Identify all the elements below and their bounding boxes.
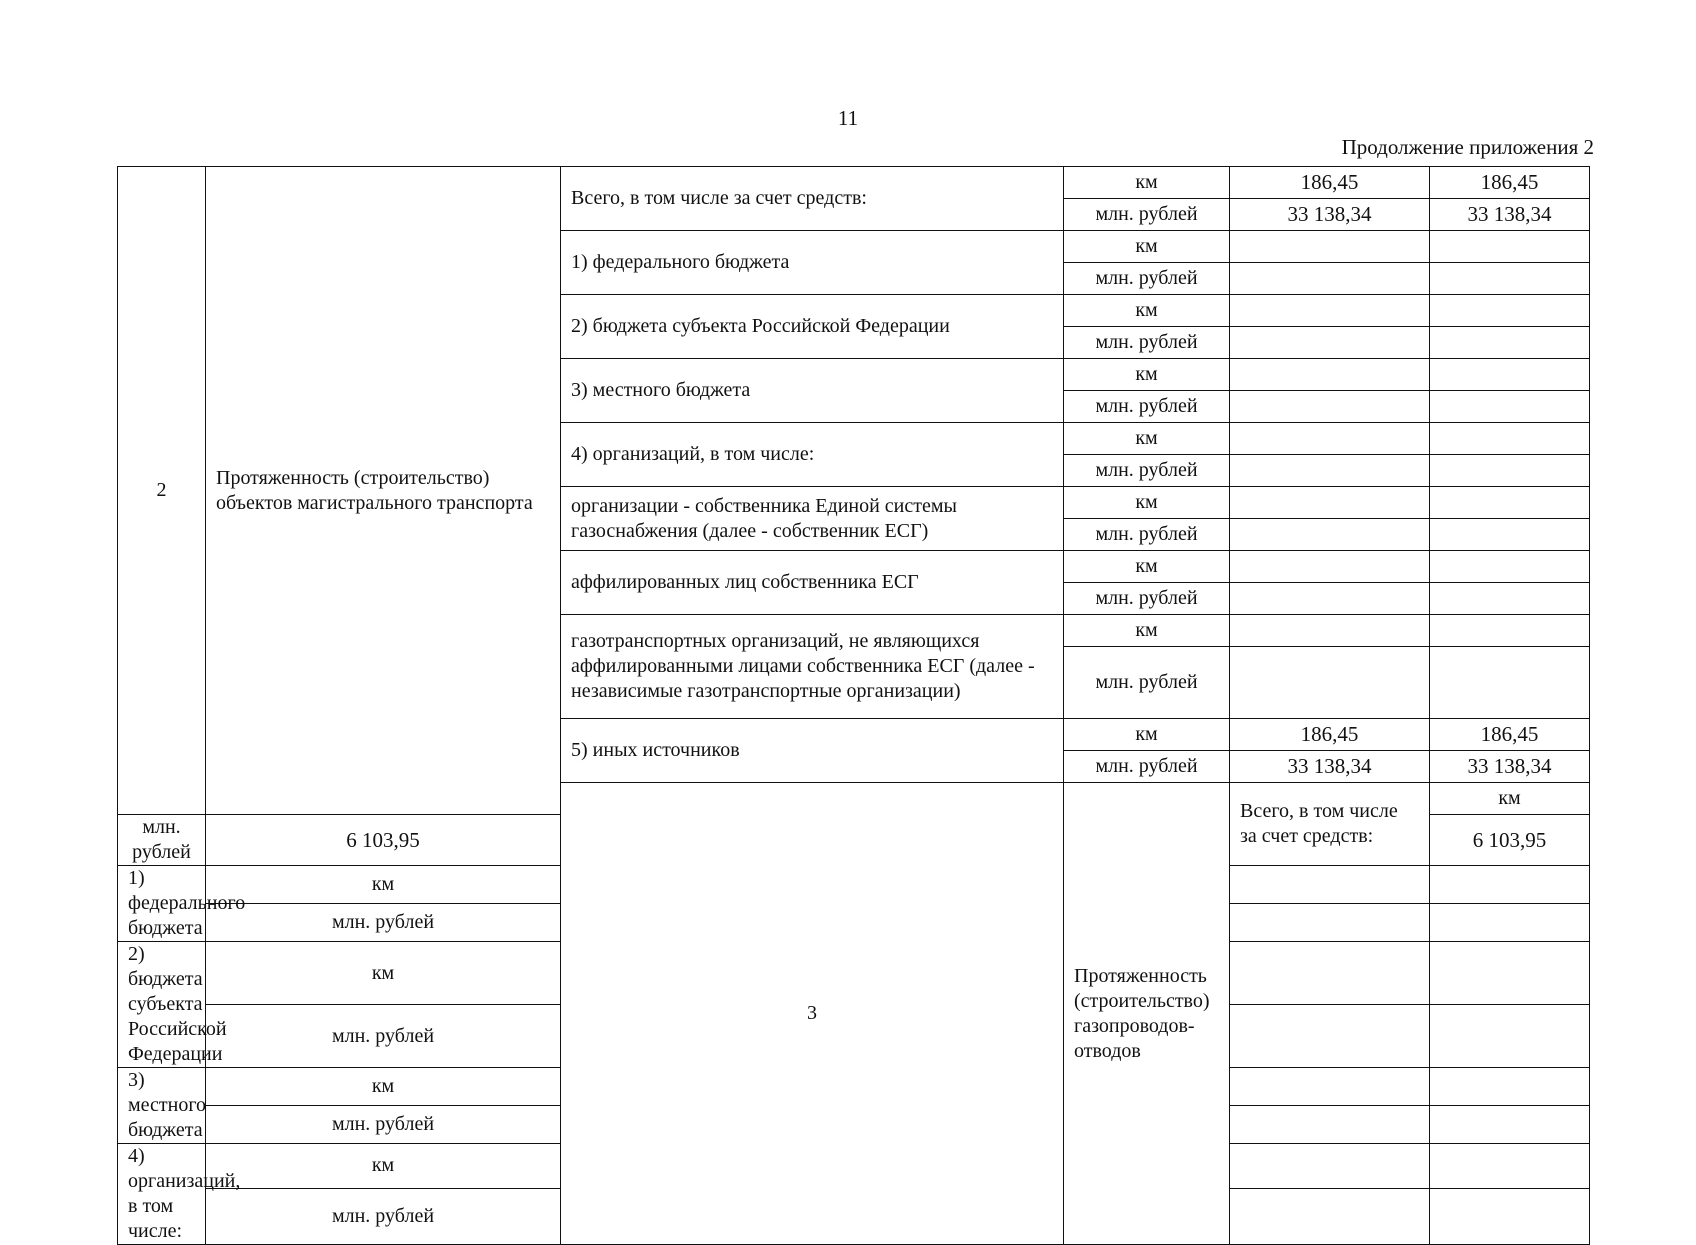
funding-source: 5) иных источников bbox=[561, 719, 1064, 783]
unit-km: км bbox=[1064, 615, 1230, 647]
unit-rub: млн. рублей bbox=[1064, 199, 1230, 231]
value-km-2 bbox=[1430, 231, 1590, 263]
value-rub-1 bbox=[1230, 647, 1430, 719]
value-rub-1 bbox=[1230, 519, 1430, 551]
funding-source: 2) бюджета субъекта Российской Федерации bbox=[561, 295, 1064, 359]
indicator-name: Протяженность (строительство) объектов магистрального транспорта bbox=[206, 167, 561, 815]
value-km-2 bbox=[1430, 359, 1590, 391]
indicator-name: Протяженность (строительство) газопроводов-отводов bbox=[1064, 783, 1230, 1245]
funding-source: 1) федерального бюджета bbox=[118, 866, 206, 942]
unit-km: км bbox=[1064, 423, 1230, 455]
appendix-note: Продолжение приложения 2 bbox=[1341, 135, 1594, 159]
value-km-1 bbox=[1230, 1068, 1430, 1106]
value-km-2 bbox=[1430, 295, 1590, 327]
section-number: 2 bbox=[118, 167, 206, 815]
funding-source: 4) организаций, в том числе: bbox=[561, 423, 1064, 487]
value-km-2 bbox=[1430, 1144, 1590, 1189]
value-km-1 bbox=[1230, 359, 1430, 391]
unit-km: км bbox=[206, 1068, 561, 1106]
value-rub-1 bbox=[1230, 904, 1430, 942]
unit-km: км bbox=[1064, 719, 1230, 751]
value-rub-1 bbox=[1230, 327, 1430, 359]
unit-rub: млн. рублей bbox=[206, 1005, 561, 1068]
value-km-2 bbox=[1430, 487, 1590, 519]
unit-km: км bbox=[1064, 551, 1230, 583]
value-km-1 bbox=[1230, 423, 1430, 455]
value-km-2 bbox=[1430, 615, 1590, 647]
unit-rub: млн. рублей bbox=[206, 904, 561, 942]
value-rub-2: 33 138,34 bbox=[1430, 199, 1590, 231]
unit-rub: млн. рублей bbox=[1064, 647, 1230, 719]
funding-source: 3) местного бюджета bbox=[561, 359, 1064, 423]
financing-table bbox=[117, 166, 1590, 1245]
table-row bbox=[118, 167, 1590, 199]
value-km-1 bbox=[1230, 551, 1430, 583]
unit-rub: млн. рублей bbox=[1064, 263, 1230, 295]
value-km-1 bbox=[1230, 487, 1430, 519]
value-km-2 bbox=[1430, 866, 1590, 904]
value-rub-2 bbox=[1430, 1005, 1590, 1068]
value-rub-1 bbox=[1230, 583, 1430, 615]
value-rub-1 bbox=[1230, 1005, 1430, 1068]
unit-km: км bbox=[206, 942, 561, 1005]
page-number: 11 bbox=[837, 106, 859, 130]
unit-km: км bbox=[1064, 167, 1230, 199]
unit-km: км bbox=[1064, 359, 1230, 391]
unit-km: км bbox=[1064, 231, 1230, 263]
value-km-1 bbox=[1230, 942, 1430, 1005]
value-km-1 bbox=[1230, 1144, 1430, 1189]
value-km-2 bbox=[1430, 1068, 1590, 1106]
unit-rub: млн. рублей bbox=[1064, 583, 1230, 615]
unit-rub: млн. рублей bbox=[206, 1106, 561, 1144]
section-number: 3 bbox=[561, 783, 1064, 1245]
value-rub-2: 33 138,34 bbox=[1430, 751, 1590, 783]
value-rub-2 bbox=[1430, 583, 1590, 615]
value-km-2 bbox=[1430, 942, 1590, 1005]
value-km-1 bbox=[1230, 615, 1430, 647]
value-rub-1 bbox=[1230, 1106, 1430, 1144]
funding-source: 2) бюджета субъекта Российской Федерации bbox=[118, 942, 206, 1068]
value-km-1 bbox=[1230, 231, 1430, 263]
value-rub-2 bbox=[1430, 391, 1590, 423]
unit-rub: млн. рублей bbox=[1064, 327, 1230, 359]
unit-rub: млн. рублей bbox=[118, 815, 206, 866]
unit-km: км bbox=[1064, 487, 1230, 519]
funding-source: организации - собственника Единой системы газоснабжения (далее - собственник ЕСГ) bbox=[561, 487, 1064, 551]
value-rub-2 bbox=[1430, 263, 1590, 295]
value-rub-2 bbox=[1430, 1106, 1590, 1144]
unit-rub: млн. рублей bbox=[1064, 391, 1230, 423]
funding-source: аффилированных лиц собственника ЕСГ bbox=[561, 551, 1064, 615]
funding-source: 4) организаций, в том числе: bbox=[118, 1144, 206, 1245]
value-km-1 bbox=[1230, 295, 1430, 327]
value-km-1: 186,45 bbox=[1230, 167, 1430, 199]
funding-source: Всего, в том числе за счет средств: bbox=[561, 167, 1064, 231]
unit-km: км bbox=[1064, 295, 1230, 327]
value-km-2 bbox=[1430, 423, 1590, 455]
value-rub-1 bbox=[1230, 391, 1430, 423]
unit-rub: млн. рублей bbox=[1064, 455, 1230, 487]
funding-source: газотранспортных организаций, не являющихся аффилированными лицами собственника ЕСГ (далее - независимые газотранспортные организации) bbox=[561, 615, 1064, 719]
value-km-1: 186,45 bbox=[1230, 719, 1430, 751]
value-rub-2 bbox=[1430, 647, 1590, 719]
unit-km: км bbox=[206, 1144, 561, 1189]
value-km-2: 186,45 bbox=[1430, 167, 1590, 199]
value-rub-1 bbox=[1230, 455, 1430, 487]
value-rub-2 bbox=[1430, 327, 1590, 359]
unit-rub: млн. рублей bbox=[206, 1188, 561, 1244]
value-km-1 bbox=[1230, 866, 1430, 904]
value-rub-2: 6 103,95 bbox=[1430, 815, 1590, 866]
value-rub-2 bbox=[1430, 1188, 1590, 1244]
value-rub-2 bbox=[1430, 519, 1590, 551]
value-rub-1: 33 138,34 bbox=[1230, 751, 1430, 783]
funding-source: Всего, в том числе за счет средств: bbox=[1230, 783, 1430, 866]
funding-source: 1) федерального бюджета bbox=[561, 231, 1064, 295]
value-rub-1 bbox=[1230, 263, 1430, 295]
funding-source: 3) местного бюджета bbox=[118, 1068, 206, 1144]
value-rub-2 bbox=[1430, 455, 1590, 487]
unit-rub: млн. рублей bbox=[1064, 519, 1230, 551]
unit-rub: млн. рублей bbox=[1064, 751, 1230, 783]
value-rub-2 bbox=[1430, 904, 1590, 942]
value-rub-1 bbox=[1230, 1188, 1430, 1244]
value-rub-1: 6 103,95 bbox=[206, 815, 561, 866]
value-km-2: 186,45 bbox=[1430, 719, 1590, 751]
unit-km: км bbox=[1430, 783, 1590, 815]
unit-km: км bbox=[206, 866, 561, 904]
value-km-2 bbox=[1430, 551, 1590, 583]
value-rub-1: 33 138,34 bbox=[1230, 199, 1430, 231]
